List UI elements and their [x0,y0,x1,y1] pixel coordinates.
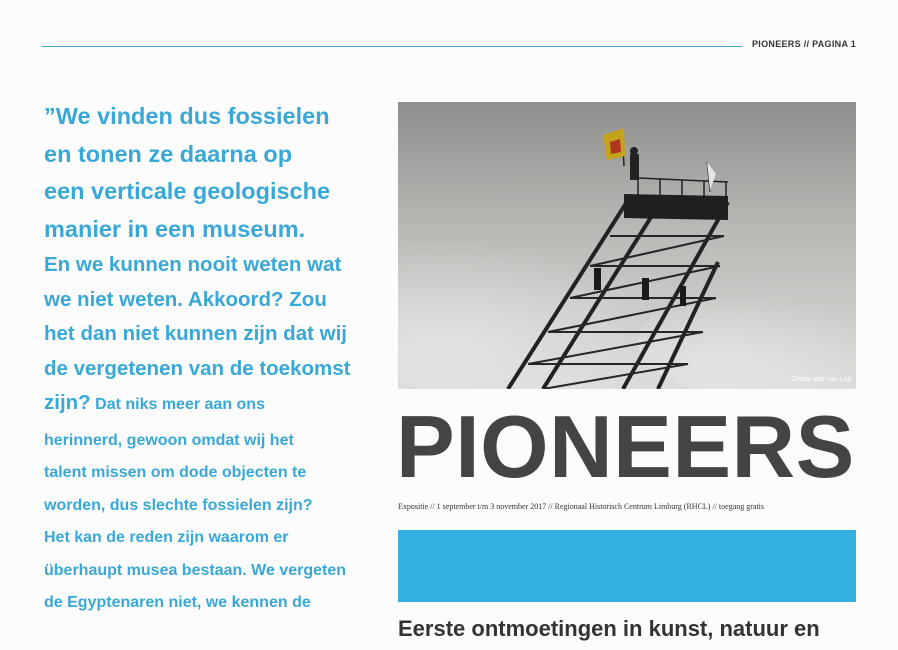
pull-quote [44,98,379,620]
quote-line: talent missen om dode objecten te [44,464,307,481]
quote-fragment: Dat niks meer aan ons [90,396,265,413]
tower-photo [398,102,856,389]
quote-line: de Egyptenaren niet, we kennen de [44,594,311,611]
subtitle: Eerste ontmoetingen in kunst, natuur en [398,616,820,641]
quote-line: een verticale geologische [44,178,331,204]
quote-line: Het kan de reden zijn waarom er [44,529,289,546]
tower-illustration [398,102,856,389]
quote-line: überhaupt musea bestaan. We vergeten [44,561,347,579]
quote-line: we niet weten. Akkoord? Zou [44,287,327,311]
quote-line: ”We vinden dus fossielen [44,103,330,129]
quote-line: het dan niet kunnen zijn dat wij [44,322,347,345]
header-rule [42,46,742,47]
exhibition-meta: Expositie // 1 september t/m 3 november 2017 // Regionaal Historisch Centrum Limburg (RHCL) // toegang gratis [398,502,765,511]
photo-credit: Chaim van van Luit [791,376,851,383]
main-title: PIONEERS [396,397,855,496]
quote-line: herinnerd, gewoon omdat wij het [44,431,294,449]
quote-word: zijn? [44,391,91,414]
quote-line: worden, dus slechte fossielen zijn? [44,496,313,514]
quote-line: de vergetenen van de toekomst [44,356,351,380]
quote-line: En we kunnen nooit weten wat [44,253,342,276]
quote-line: en tonen ze daarna op [44,140,293,167]
quote-line: manier in een museum. [44,215,306,242]
running-header: PIONEERS // PAGINA 1 [752,39,857,49]
quote-line-mixed [44,386,379,423]
accent-bar [398,530,856,602]
